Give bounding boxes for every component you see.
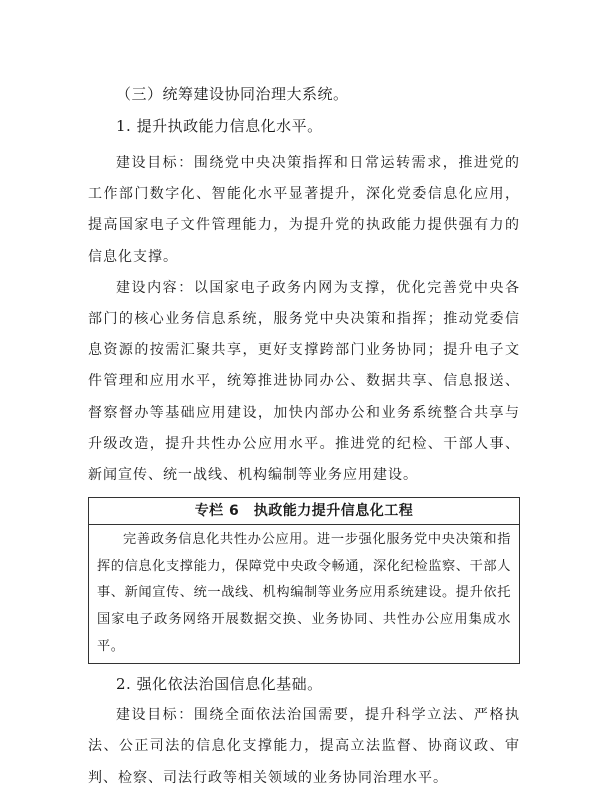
item2-goal-lead: 建设目标： bbox=[116, 707, 194, 724]
column-box-body: 完善政务信息化共性办公应用。进一步强化服务党中央决策和指挥的信息化支撑能力，保障党中央政令畅通，深化纪检监察、干部人事、新闻宣传、统一战线、机构编制等业务应用系统建设。提升依托国家电子政务网络开展数据交换、业务协同、共性办公应用集成水平。 bbox=[97, 532, 511, 654]
item1-goal-lead: 建设目标： bbox=[116, 155, 194, 171]
section-title: （三）统筹建设协同治理大系统。 bbox=[116, 85, 349, 103]
item1-goal-text: 围绕党中央决策指挥和日常运转需求，推进党的工作部门数字化、智能化水平显著提升，深化党委信息化应用，提高国家电子文件管理能力，为提升党的执政能力提供强有力的信息化支撑。 bbox=[88, 155, 521, 265]
item2-title: 2. 强化依法治国信息化基础。 bbox=[116, 675, 323, 694]
column-box bbox=[88, 497, 520, 664]
item2-goal-text: 围绕全面依法治国需要，提升科学立法、严格执法、公正司法的信息化支撑能力，提高立法监督、协商议政、审判、检察、司法行政等相关领域的业务协同治理水平。 bbox=[88, 707, 521, 786]
item1-goal-paragraph bbox=[88, 148, 520, 273]
column-box-title: 专栏 6 执政能力提升信息化工程 bbox=[89, 498, 519, 525]
item1-content-lead: 建设内容： bbox=[116, 279, 194, 296]
item1-title: 1. 提升执政能力信息化水平。 bbox=[116, 117, 323, 135]
item2-goal-paragraph bbox=[88, 700, 520, 794]
item1-content-paragraph bbox=[88, 273, 520, 491]
document-page bbox=[88, 84, 520, 794]
item1-content-text: 以国家电子政务内网为支撑，优化完善党中央各部门的核心业务信息系统，服务党中央决策和指挥；推动党委信息资源的按需汇聚共享，更好支撑跨部门业务协同；提升电子文件管理和应用水平，统筹推进协同办公、数据共享、信息报送、督察督办等基础应用建设，加快内部办公和业务系统整合共享与升级改造，提升共性办公应用水平。推进党的纪检、干部人事、新闻宣传、统一战线、机构编制等业务应用建设。 bbox=[88, 279, 521, 484]
